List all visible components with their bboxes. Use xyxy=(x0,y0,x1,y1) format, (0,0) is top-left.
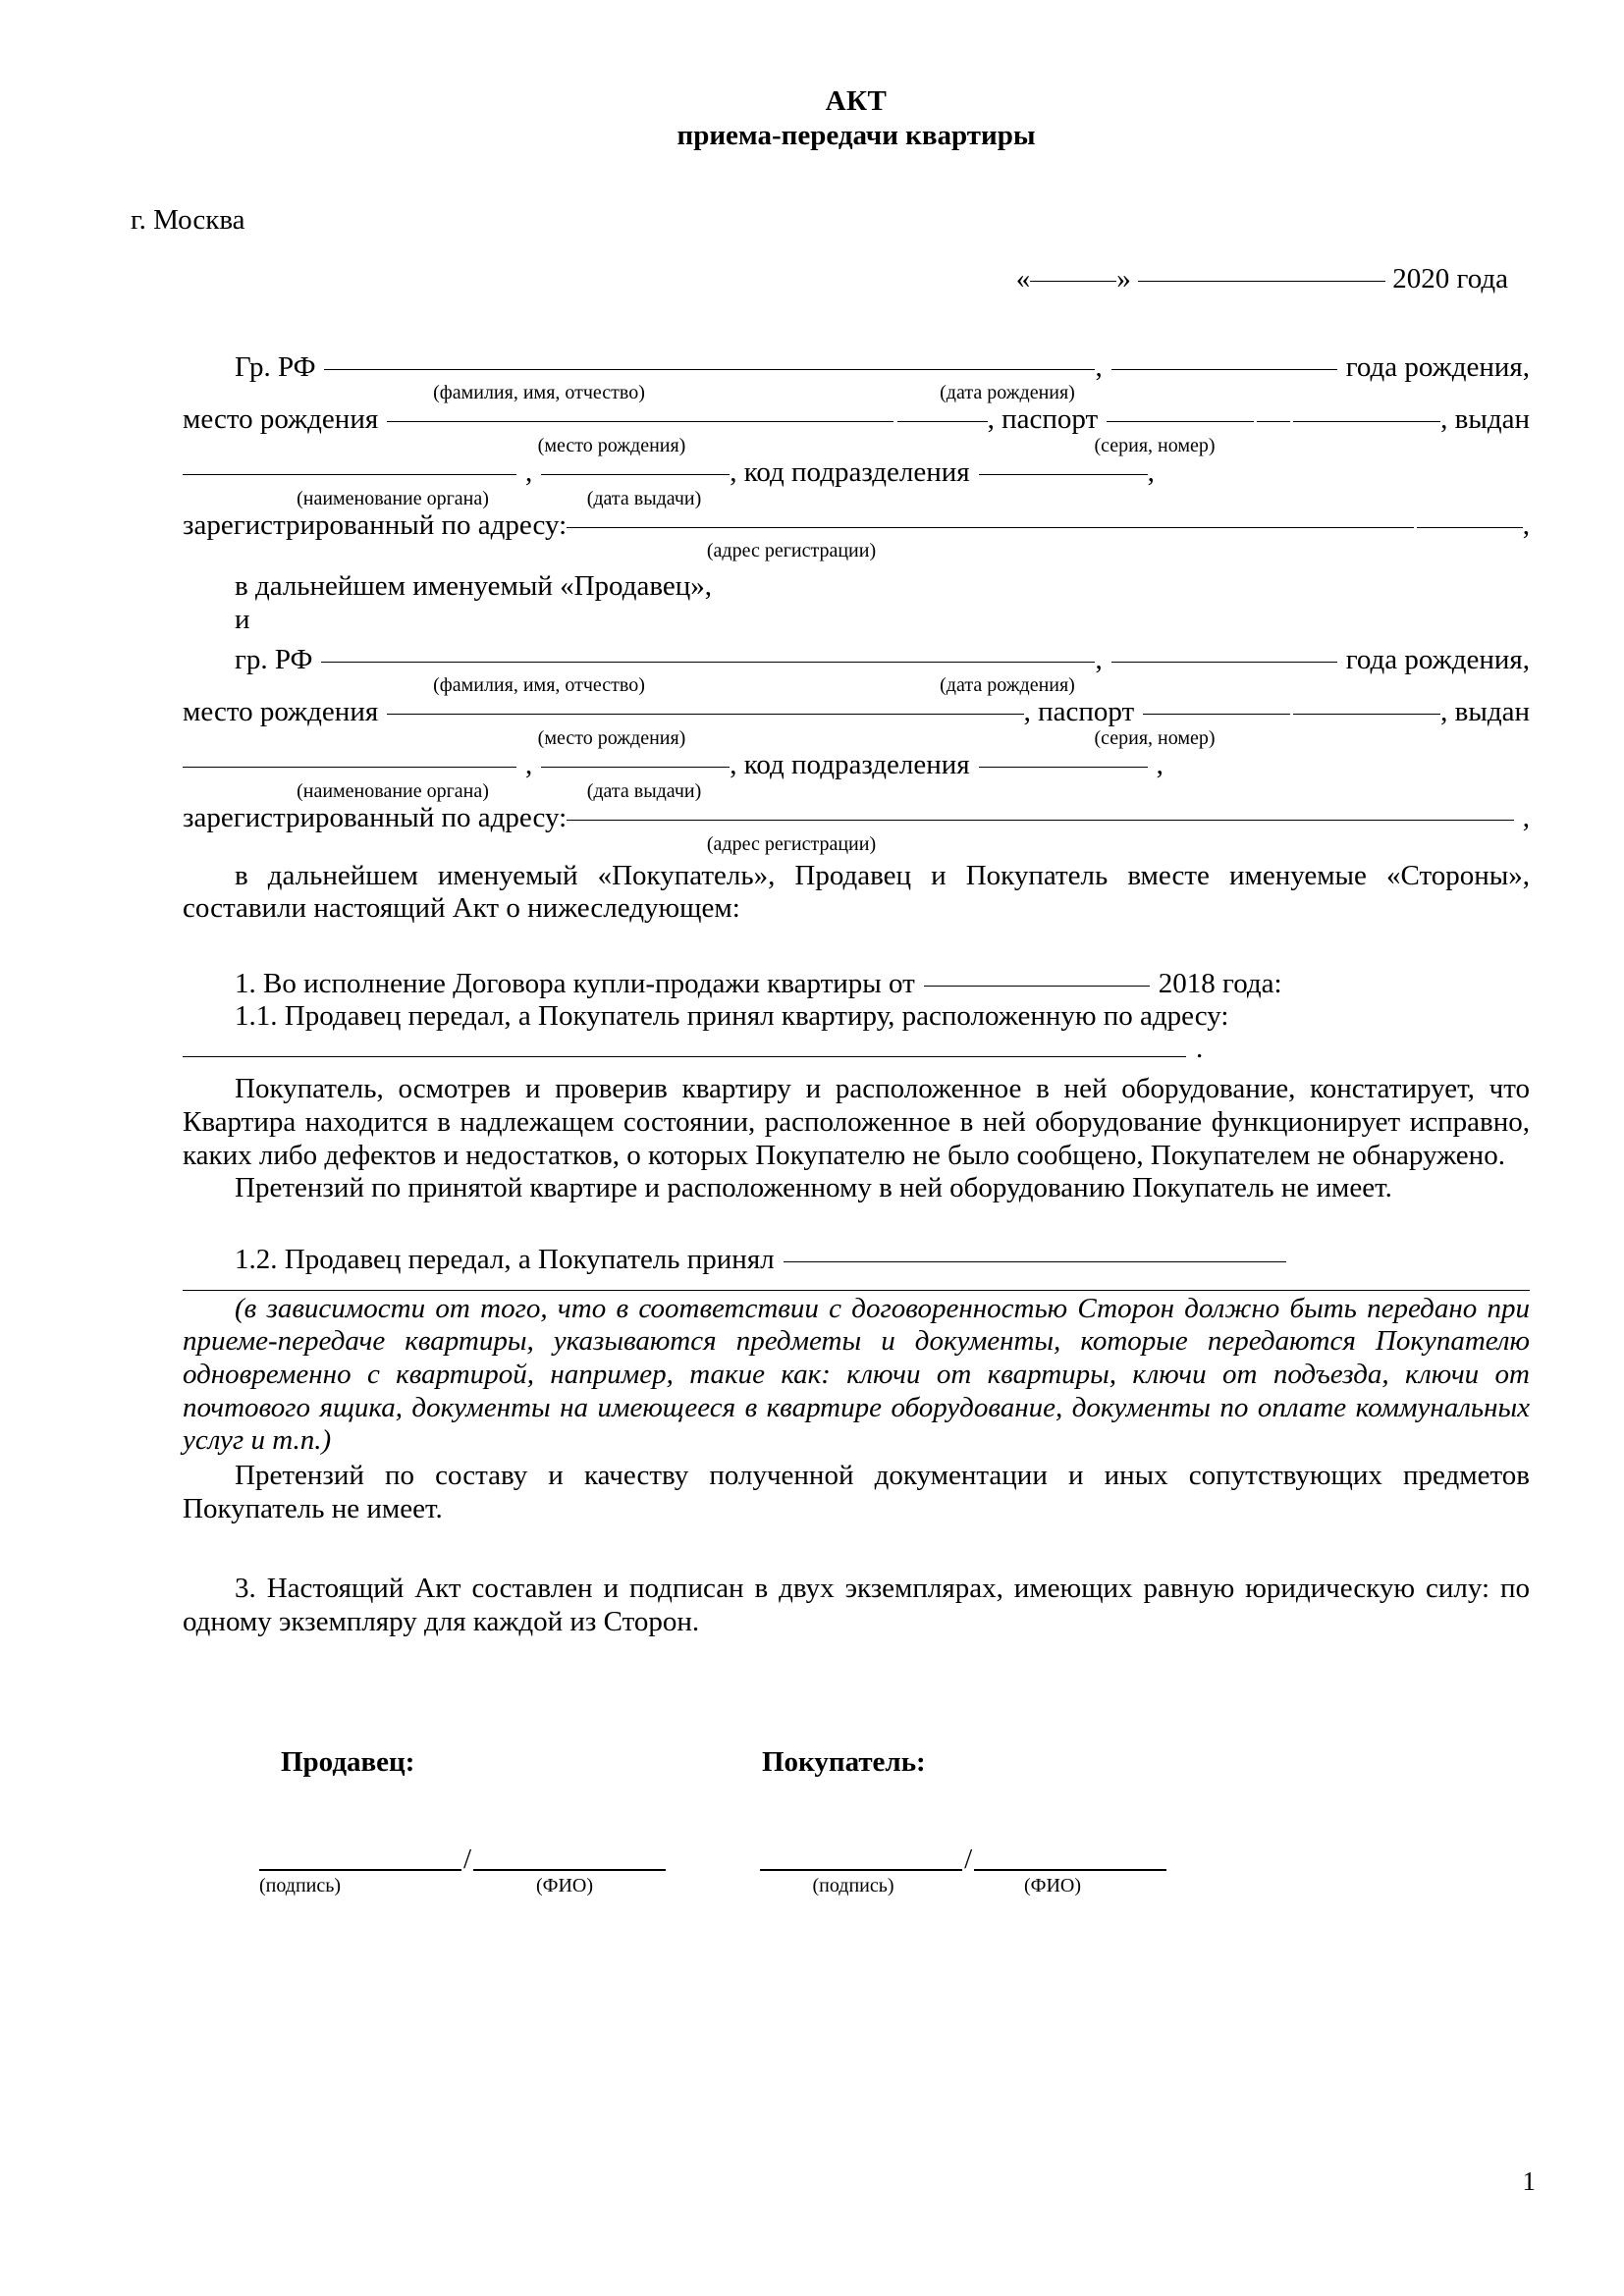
city-label: г. Москва xyxy=(131,203,245,236)
buyer-authority-row xyxy=(183,750,1530,780)
buyer-trailing-comma: , xyxy=(1156,749,1164,781)
date-open-quote: « xyxy=(1015,262,1031,294)
clause-1-2-label: 1.2. Продавец передал, а Покупатель принял xyxy=(235,1243,775,1275)
buyer-citizen-label: гр. РФ xyxy=(235,643,313,675)
seller-issue-date-blank xyxy=(541,474,730,475)
caption-birth-date: (дата рождения) xyxy=(940,382,1075,404)
seller-passport-series-blank xyxy=(1107,421,1254,422)
seller-registered-row xyxy=(183,510,1530,541)
seller-authority-row xyxy=(183,457,1530,488)
seller-authority-comma: , xyxy=(525,456,533,489)
clause-1-2-row xyxy=(183,1245,1530,1276)
spacer xyxy=(699,383,870,402)
date-day-blank xyxy=(1030,281,1116,282)
caption-authority: (наименование органа) xyxy=(297,487,489,509)
buyer-name-captions xyxy=(183,675,1530,695)
spacer xyxy=(754,436,1007,455)
spacer xyxy=(929,834,1530,854)
seller-authority-captions xyxy=(183,489,1530,508)
spacer xyxy=(742,781,1530,801)
seller-registered-label: зарегистрированный по адресу: xyxy=(183,508,568,541)
buyer-division-code-blank xyxy=(979,767,1148,768)
buyer-registered-captions xyxy=(183,834,1530,854)
seller-birthdate-blank xyxy=(1111,369,1337,370)
buyer-birthplace-blank xyxy=(387,714,1023,715)
seller-authority-blank xyxy=(183,474,516,475)
date-year: 2020 года xyxy=(1392,262,1508,294)
seller-signature-blank[interactable] xyxy=(259,1869,461,1871)
seller-and-connector: и xyxy=(235,604,250,636)
seller-passport-label: , паспорт xyxy=(987,403,1099,436)
caption-signature-seller: (подпись) xyxy=(259,1874,342,1896)
buyer-name-row xyxy=(183,645,1530,675)
clause-1-2-blank-continued xyxy=(183,1290,1530,1291)
spacer xyxy=(183,675,379,695)
seller-division-code-blank xyxy=(979,474,1148,475)
seller-birthplace-captions xyxy=(183,436,1530,455)
seller-signature-heading: Продавец: xyxy=(281,1746,415,1779)
seller-issued-label: , выдан xyxy=(1440,403,1530,436)
caption-series: (серия, номер) xyxy=(1094,727,1216,750)
page-title: АКТ xyxy=(825,85,888,117)
buyer-birthplace-captions xyxy=(183,728,1530,748)
buyer-signature-heading: Покупатель: xyxy=(762,1746,926,1779)
buyer-birth-year-label: года рождения, xyxy=(1345,643,1530,675)
buyer-passport-label: , паспорт xyxy=(1023,696,1135,728)
spacer xyxy=(524,781,546,801)
buyer-division-code-label: , код подразделения xyxy=(730,749,970,781)
spacer xyxy=(524,489,546,508)
buyer-name-comma: , xyxy=(1095,643,1103,675)
seller-registered-captions xyxy=(183,541,1530,561)
signature-headings xyxy=(183,1746,1530,1779)
clause-1-1-address-row xyxy=(183,1033,1530,1065)
seller-name-captions xyxy=(183,383,1530,402)
spacer xyxy=(1302,436,1530,455)
document-title-block xyxy=(183,84,1530,154)
clause-3: 3. Настоящий Акт составлен и подписан в двух экземплярах, имеющих равную юридическую силу: по одному экземпляру для каждой из Сторон. xyxy=(183,1573,1530,1637)
buyer-birthplace-label: место рождения xyxy=(183,696,379,728)
caption-fio: (фамилия, имя, отчество) xyxy=(433,674,645,697)
caption-issue-date: (дата выдачи) xyxy=(586,487,702,509)
caption-birth-date: (дата рождения) xyxy=(940,674,1075,697)
buyer-birthplace-row xyxy=(183,697,1530,727)
date-month-blank xyxy=(1138,281,1385,282)
clause-1-1-address-blank xyxy=(183,1056,1186,1057)
signature-rule-row xyxy=(259,1843,1530,1876)
spacer xyxy=(929,541,1530,561)
buyer-reg-comma: , xyxy=(1522,801,1530,833)
caption-authority: (наименование органа) xyxy=(297,779,489,802)
seller-citizen-label: Гр. РФ xyxy=(235,350,316,383)
buyer-authority-captions xyxy=(183,781,1530,801)
spacer xyxy=(183,383,379,402)
buyer-fio-blank xyxy=(321,662,1095,663)
signature-lines xyxy=(183,1843,1530,1896)
date-close-quote: » xyxy=(1116,262,1131,294)
spacer xyxy=(183,436,469,455)
buyer-hereinafter: в дальнейшем именуемый «Покупатель», Продавец и Покупатель вместе именуемые «Стороны», составили настоящий Акт о нижеследующем: xyxy=(183,859,1530,925)
buyer-registered-row xyxy=(183,803,1530,833)
buyer-authority-blank xyxy=(183,767,516,768)
caption-issue-date: (дата выдачи) xyxy=(586,779,702,802)
seller-name-comma: , xyxy=(1095,350,1103,383)
clause-1-date-blank xyxy=(924,986,1150,987)
caption-series: (серия, номер) xyxy=(1094,435,1216,457)
seller-trailing-comma: , xyxy=(1147,456,1155,489)
spacer xyxy=(699,675,870,695)
caption-birthplace: (место рождения) xyxy=(537,435,686,457)
spacer xyxy=(742,489,1530,508)
seller-block xyxy=(183,352,1530,637)
buyer-passport-series-blank xyxy=(1143,714,1290,715)
seller-reg-comma: , xyxy=(1522,508,1530,541)
buyer-birthdate-blank xyxy=(1111,662,1337,663)
spacer xyxy=(183,489,261,508)
buyer-authority-comma: , xyxy=(525,749,533,781)
seller-birthplace-blank-tail xyxy=(897,421,988,422)
spacer xyxy=(1145,675,1530,695)
body-section xyxy=(183,969,1530,1639)
spacer xyxy=(183,541,654,561)
spacer xyxy=(754,728,1007,748)
seller-fio-blank xyxy=(324,369,1095,370)
seller-signature-separator: / xyxy=(463,1843,472,1876)
clause-1-2-blank xyxy=(784,1261,1286,1262)
buyer-fio-blank-signature[interactable] xyxy=(974,1869,1166,1871)
seller-hereinafter: в дальнейшем именуемый «Продавец», xyxy=(235,570,712,603)
seller-passport-number-blank xyxy=(1257,421,1290,422)
clause-1-row xyxy=(183,969,1530,1000)
document-content xyxy=(131,0,1530,1897)
seller-fio-blank-signature[interactable] xyxy=(473,1869,666,1871)
spacer xyxy=(183,728,469,748)
paragraph-no-claims: Претензий по принятой квартире и расположенному в ней оборудованию Покупатель не имеет. xyxy=(235,1172,1392,1204)
seller-division-code-label: , код подразделения xyxy=(730,456,970,489)
paragraph-docs-no-claims: Претензий по составу и качеству полученной документации и иных сопутствующих предметов Покупатель не имеет. xyxy=(183,1459,1530,1524)
page-subtitle: приема-передачи квартиры xyxy=(677,120,1036,152)
caption-fio: (фамилия, имя, отчество) xyxy=(433,382,645,404)
buyer-reg-address-blank xyxy=(567,820,1514,821)
seller-reg-address-blank-tail xyxy=(1417,527,1523,528)
seller-birthplace-blank xyxy=(387,421,893,422)
buyer-issued-label: , выдан xyxy=(1440,696,1530,728)
spacer xyxy=(1145,383,1530,402)
buyer-signature-blank[interactable] xyxy=(760,1869,962,1871)
buyer-signature-separator: / xyxy=(964,1843,973,1876)
spacer xyxy=(183,834,654,854)
clause-1-1: 1.1. Продавец передал, а Покупатель принял квартиру, расположенную по адресу: xyxy=(235,999,1229,1032)
date-line xyxy=(183,263,1530,295)
caption-birthplace: (место рождения) xyxy=(537,727,686,750)
buyer-passport-number-blank xyxy=(1293,714,1440,715)
signature-captions xyxy=(259,1875,1530,1897)
caption-fio-seller: (ФИО) xyxy=(535,1874,593,1896)
caption-reg-address: (адрес регистрации) xyxy=(706,540,877,562)
caption-reg-address: (адрес регистрации) xyxy=(706,832,877,855)
seller-passport-number-blank2 xyxy=(1293,421,1440,422)
spacer xyxy=(668,1875,752,1897)
clause-1-1-period: . xyxy=(1196,1033,1204,1065)
seller-name-row xyxy=(183,352,1530,383)
spacer xyxy=(1302,728,1530,748)
italic-note: (в зависимости от того, что в соответствии с договоренностью Сторон должно быть передано при приеме-передаче квартиры, указываются предметы и документы, которые передаются Покупателю одновременно с квартирой, например, такие как: ключи от квартиры, ключи от подъезда, ключи от почтового ящика, документы на имеющееся в квартире оборудование, документы по оплате коммунальных услуг и т.п.) xyxy=(183,1292,1530,1457)
paragraph-inspection: Покупатель, осмотрев и проверив квартиру и расположенное в ней оборудование, констатирует, что Квартира находится в надлежащем состоянии, расположенное в ней оборудование функционирует исправно, каких либо дефектов и недостатков, о которых Покупателю не было сообщено, Покупателем не обнаружено. xyxy=(183,1073,1530,1171)
buyer-issue-date-blank xyxy=(541,767,730,768)
page-number: 1 xyxy=(1522,2166,1536,2196)
seller-birthplace-row xyxy=(183,404,1530,435)
spacer xyxy=(183,781,261,801)
buyer-block xyxy=(183,645,1530,926)
seller-birth-year-label: года рождения, xyxy=(1345,350,1530,383)
seller-birthplace-label: место рождения xyxy=(183,403,379,436)
clause-1-prefix: 1. Во исполнение Договора купли-продажи квартиры от xyxy=(235,967,915,999)
buyer-registered-label: зарегистрированный по адресу: xyxy=(183,801,568,833)
caption-fio-buyer: (ФИО) xyxy=(1023,1874,1081,1896)
clause-1-year: 2018 года: xyxy=(1158,967,1282,999)
caption-signature-buyer: (подпись) xyxy=(812,1874,894,1896)
seller-reg-address-blank xyxy=(567,527,1414,528)
